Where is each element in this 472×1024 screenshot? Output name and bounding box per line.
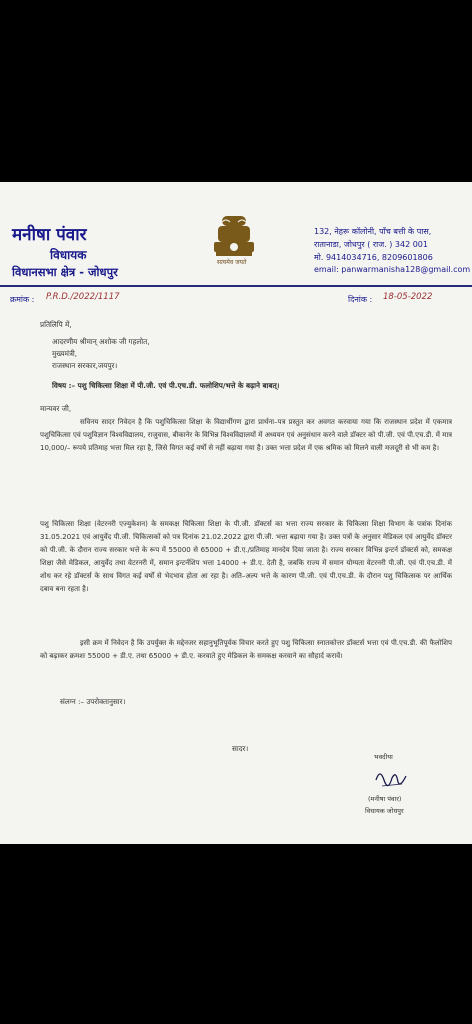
- letter-page: [0, 182, 472, 844]
- body-paragraph: सविनय सादर निवेदन है कि पशुचिकित्सा शिक्षा के विद्यार्थीगण द्वारा प्रार्थना–पत्र प्रस्तुत कर अवगत करवाया गया कि राजस्थान प्रदेश में एकमात्र पशुचिकित्सा एवं पशुविज्ञान विश्वविद्यालय, राजुवास, बीकानेर के विभिन्न विश्वविद्यालयों में अध्ययन एवं अनुसंधान करने वाले डॉक्टर को पी.जी. एवं पी.एच.डी. में मात्र 10,000/– रूपये प्रतिमाह भत्ता मिल रहा है, जिसे विगत कई वर्षों से नहीं बढ़ाया गया है। उक्त भत्ता प्रदेश में एक श्रमिक को मिलने वाली मजदूरी से भी कम है।: [40, 418, 452, 452]
- emblem-motto: सत्यमेव जयते: [217, 259, 247, 266]
- signature-mark: [372, 766, 412, 792]
- email-line: email: panwarmanisha128@gmail.com: [314, 265, 471, 274]
- closing-line: सादर।: [232, 744, 249, 753]
- kramank-value: P.R.D./2022/1117: [46, 292, 120, 302]
- addressee-line: मुख्यमंत्री,: [52, 349, 78, 358]
- subject-line: विषय :– पशु चिकित्सा शिक्षा में पी.जी. एवं पी.एच.डी. फलोशिप/भत्ते के बढ़ाने बाबत्।: [52, 381, 280, 390]
- body-paragraph: इसी क्रम में निवेदन है कि उपर्युक्त के मद्देनजर सहानुभूतिपूर्वक विचार करते हुए पशु चिकित्सा स्नातकोत्तर डॉक्टर्स भत्ता एवं पी.एच.डी. की फैलोशिप को बढ़ाकर क्रमशः 55000 + डी.ए. तथा 65000 + डी.ए. करवाते हुए मेडिकल के समकक्ष करवाने का सौहार्द करावें।: [40, 639, 452, 660]
- addressee-line: आदरणीय श्रीमान् अशोक जी गहलोत,: [52, 337, 150, 346]
- constituency: विधानसभा क्षेत्र - जोधपुर: [12, 265, 118, 279]
- addressee-line: राजस्थान सरकार,जयपुर।: [52, 361, 118, 370]
- signatory-designation: विधायक जोधपुर: [365, 807, 404, 815]
- bhavdiya-label: भवदीया: [374, 753, 393, 761]
- phone-line: मो. 9414034716, 8209601806: [314, 253, 433, 262]
- date-value: 18-05-2022: [383, 292, 433, 302]
- body-paragraph: पशु चिकित्सा शिक्षा (वेटरनरी एज्युकेशन) के समकक्ष चिकित्सा शिक्षा के पी.जी. डॉक्टर्स का भत्ता राज्य सरकार के चिकित्सा शिक्षा विभाग के पत्रांक दिनांक 31.05.2021 एवं आयुर्वेद पी.जी. चिकित्सकों को पत्र दिनांक 21.02.2022 द्वारा पी.जी. भत्ता बढ़ाया गया है। उक्त पत्रों के अनुसार मेडिकल एवं आयुर्वेद डॉक्टर को पी.जी. के दौरान राज्य सरकार भत्ते के रूप में 55000 से 65000 + डी.ए./प्रतिमाह मानदेय दिया जाता है। राज्य सरकार विभिन्न इन्टर्न डॉक्टर्स को, समकक्ष शिक्षा जैसे मेडिकल, आयुर्वेद तथा वेटरनरी में, समान इन्टर्नशिप भत्ता 14000 + डी.ए. देती है, जबकि राज्य में समान योग्यता वेटरनरी पी.जी. एवं पी.एच.डी. में शोध कर रहे डॉक्टर्स के साथ विगत कई वर्षों से भेदभाव होता आ रहा है। अति–अल्प भत्ते के कारण पी.जी. एवं पी.एच.डी. के दौरान पशु चिकित्सक पर आर्थिक दबाव बना रहता है।: [40, 520, 452, 593]
- enclosure-line: संलग्न :– उपरोक्तानुसार।: [60, 697, 126, 706]
- state-emblem-icon: [208, 212, 260, 278]
- date-label: दिनांक :: [348, 295, 373, 304]
- signatory-name: (मनीषा पंवार): [368, 795, 402, 803]
- mla-designation: विधायक: [50, 248, 87, 262]
- mla-name: मनीषा पंवार: [12, 225, 87, 245]
- salutation: मान्यवर जी,: [40, 404, 72, 413]
- address-line: रातानाडा, जोधपुर ( राज. ) 342 001: [314, 240, 428, 249]
- header-divider: [0, 285, 472, 287]
- pratilipi-line: प्रतिलिपि में,: [40, 320, 72, 329]
- address-line: 132, नेहरू कॉलोनी, पाँच बत्ती के पास,: [314, 227, 432, 236]
- kramank-label: क्रमांक :: [10, 295, 35, 304]
